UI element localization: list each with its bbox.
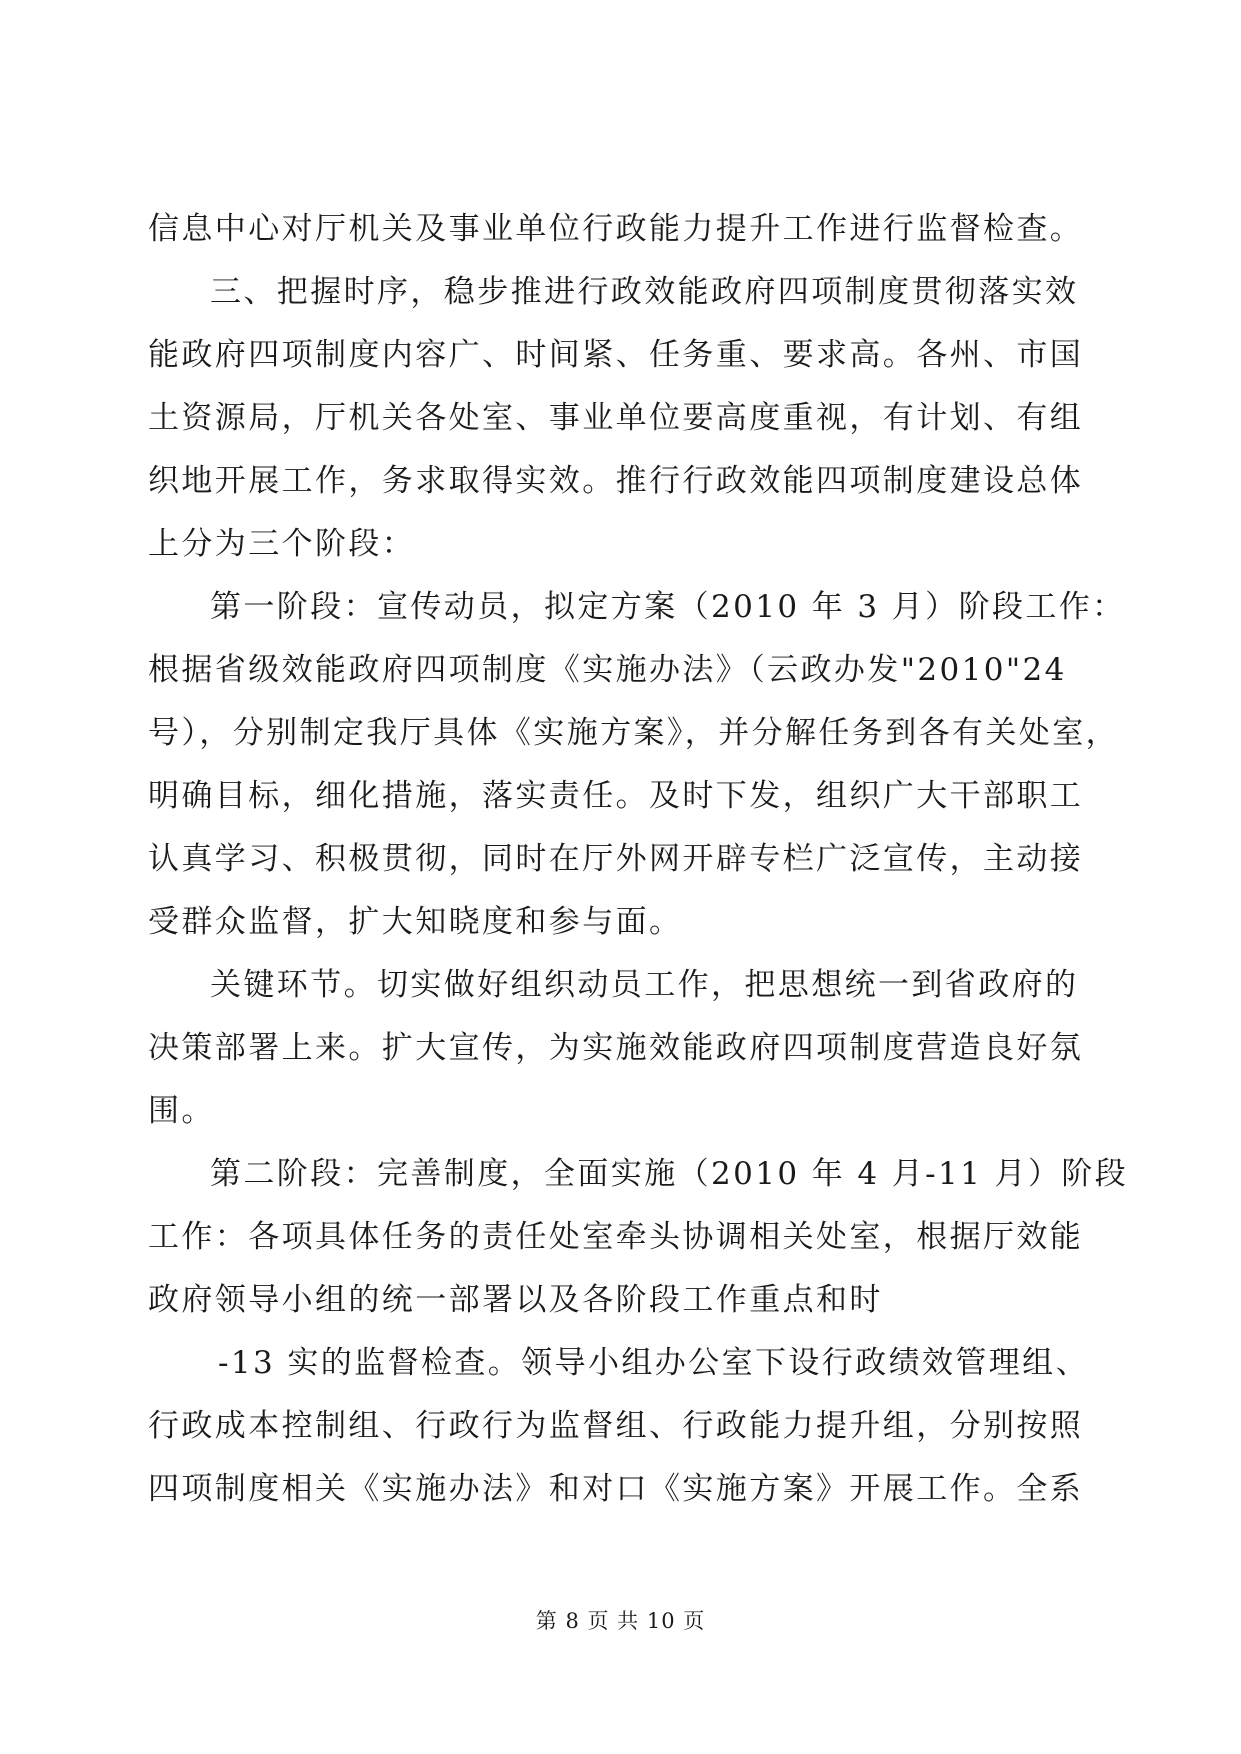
text-line-11: 认真学习、积极贯彻，同时在厅外网开辟专栏广泛宣传，主动接	[148, 841, 1084, 877]
text-line-10: 明确目标，细化措施，落实责任。及时下发，组织广大干部职工	[148, 778, 1084, 814]
text-line-1: 信息中心对厅机关及事业单位行政能力提升工作进行监督检查。	[148, 211, 1084, 247]
text-line-7: 第一阶段：宣传动员，拟定方案（2010 年 3 月）阶段工作：	[210, 589, 1126, 625]
text-line-14: 决策部署上来。扩大宣传，为实施效能政府四项制度营造良好氛	[148, 1030, 1084, 1066]
text-line-19: -13 实的监督检查。领导小组办公室下设行政绩效管理组、	[218, 1345, 1089, 1381]
text-line-6: 上分为三个阶段：	[148, 526, 416, 562]
text-line-8: 根据省级效能政府四项制度《实施办法》（云政办发"2010"24	[148, 652, 1067, 688]
text-line-16: 第二阶段：完善制度，全面实施（2010 年 4 月-11 月）阶段	[210, 1156, 1129, 1192]
text-line-17: 工作：各项具体任务的责任处室牵头协调相关处室，根据厅效能	[148, 1219, 1084, 1255]
text-line-15: 围。	[148, 1093, 215, 1129]
text-line-12: 受群众监督，扩大知晓度和参与面。	[148, 904, 683, 940]
text-line-4: 土资源局，厅机关各处室、事业单位要高度重视，有计划、有组	[148, 400, 1084, 436]
text-line-9: 号），分别制定我厅具体《实施方案》，并分解任务到各有关处室，	[148, 715, 1119, 751]
text-line-13: 关键环节。切实做好组织动员工作，把思想统一到省政府的	[210, 967, 1079, 1003]
page-footer: 第 8 页 共 10 页	[535, 1609, 706, 1633]
text-line-5: 织地开展工作，务求取得实效。推行行政效能四项制度建设总体	[148, 463, 1084, 499]
text-line-20: 行政成本控制组、行政行为监督组、行政能力提升组，分别按照	[148, 1408, 1084, 1444]
text-line-18: 政府领导小组的统一部署以及各阶段工作重点和时	[148, 1282, 883, 1318]
text-line-3: 能政府四项制度内容广、时间紧、任务重、要求高。各州、市国	[148, 337, 1084, 373]
text-line-2: 三、把握时序，稳步推进行政效能政府四项制度贯彻落实效	[210, 274, 1079, 310]
text-line-21: 四项制度相关《实施办法》和对口《实施方案》开展工作。全系	[148, 1471, 1084, 1507]
